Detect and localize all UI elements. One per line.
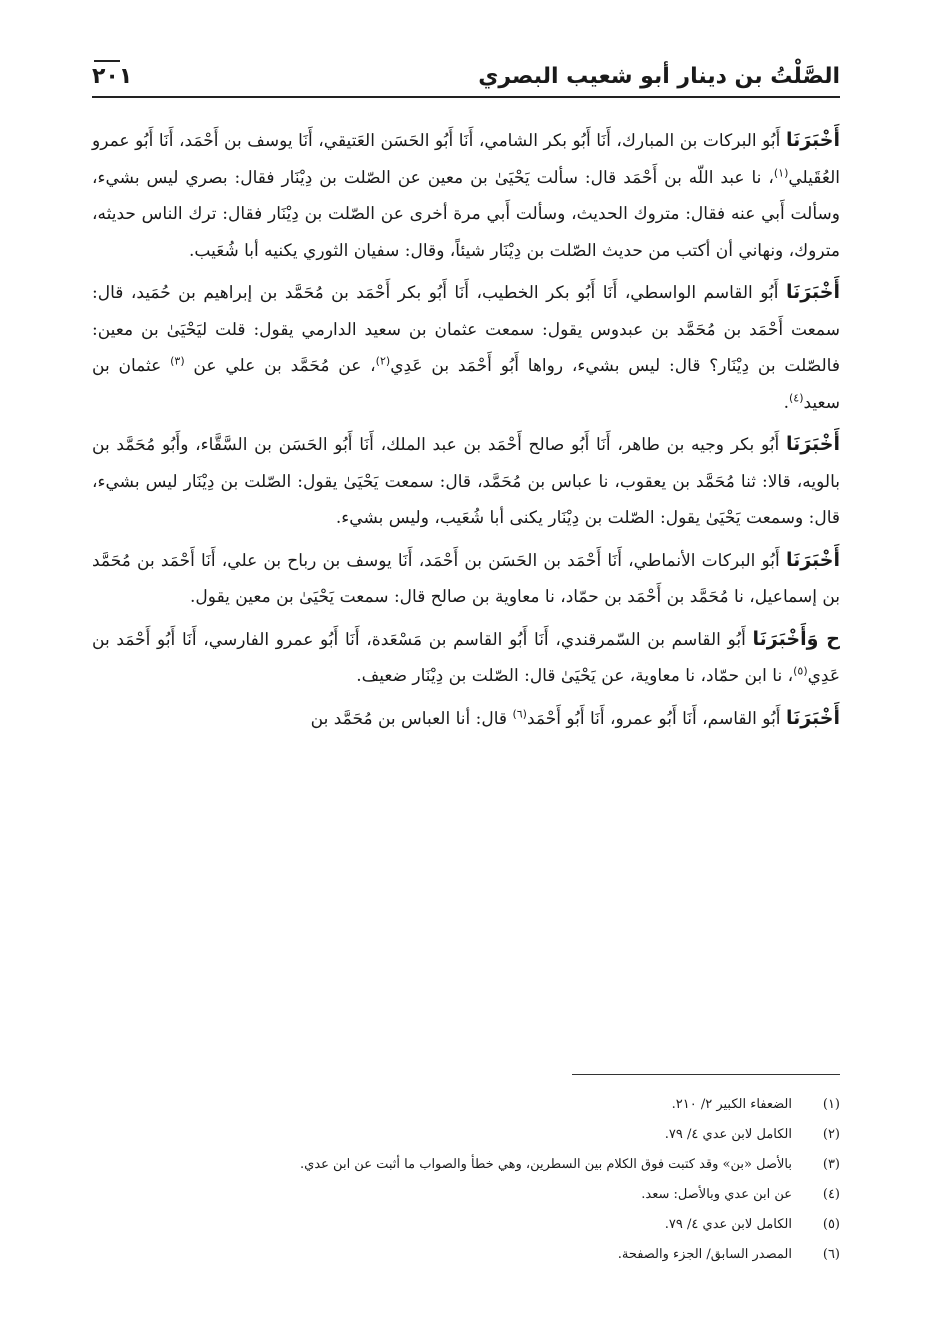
footnote-item: [92, 1180, 840, 1210]
footnote-text: الضعفاء الكبير ٢/ ٢١٠.: [671, 1097, 792, 1112]
header-rule: [92, 96, 840, 98]
footnotes: [92, 1090, 840, 1270]
paragraph-text: ، نا عبد اللّه بن أَحْمَد قال: سألت يَحْيَىٰ بن معين عن الصّلت بن دِيْنَار فقال: بصري ليس بشيء، وسألت أَبي عنه فقال: متروك الحديث، وسألت أَبي مرة أخرى عن الصّلت بن دِيْنَار فقال: ترك الناس حديثه، متروك، ونهاني أن أكتب من حديث الصّلت بن دِيْنَار شيئاً، وقال: سفيان الثوري يكنيه أبا شُعَيب.: [92, 167, 840, 261]
footnote-text: بالأصل «بن» وقد كتبت فوق الكلام بين السطرين، وهي خطأ والصواب ما أثبت عن ابن عدي.: [300, 1157, 792, 1172]
footnote-reference: (٤): [788, 390, 804, 404]
paragraph: [92, 700, 840, 738]
footnote-text: المصدر السابق/ الجزء والصفحة.: [617, 1247, 792, 1262]
paragraph-lead: ح وَأَخْبَرَنَا: [752, 627, 840, 650]
paragraph: [92, 426, 840, 537]
footnote-item: [92, 1090, 840, 1120]
paragraph-text: أَبُو القاسم، أَنَا أَبُو عمرو، أَنَا أَبُو أَحْمَد: [526, 708, 786, 729]
paragraph: [92, 621, 840, 695]
footnote-separator: [572, 1074, 840, 1075]
paragraph-lead: أَخْبَرَنَا: [785, 281, 840, 303]
paragraph-text: عثمان بن سعيد: [92, 356, 840, 413]
page-number: [92, 62, 132, 92]
footnote-reference: (٢): [375, 354, 391, 368]
footnote-item: [92, 1210, 840, 1240]
paragraph-text: ، عن مُحَمَّد بن علي عن: [184, 356, 376, 376]
footnote-number: (٤): [822, 1187, 840, 1202]
footnote-number: (٣): [822, 1157, 840, 1172]
paragraph: [92, 122, 840, 269]
running-head: [92, 58, 840, 98]
paragraph: [92, 542, 840, 616]
paragraph-text: أَبُو القاسم بن السّمرقندي، أَنَا أَبُو القاسم بن مَسْعَدة، أَنَا أَبُو عمرو الفارسي، أَنَا أَبُو أَحْمَد بن عَدِي: [92, 629, 840, 686]
paragraph: [92, 274, 840, 421]
paragraph-text: أَبُو القاسم الواسطي، أَنَا أَبُو بكر الخطيب، أَنَا أَبُو بكر أَحْمَد بن مُحَمَّد بن إبراهيم بن حُمَيد، قال: سمعت أَحْمَد بن مُحَمَّد بن عبدوس يقول: سمعت عثمان بن سعيد الدارمي يقول: قلت ليَحْيَىٰ بن معين: فالصّلت بن دِيْنَار؟ قال: ليس بشيء، رواها أَبُو أَحْمَد بن عَدِي: [92, 283, 840, 376]
footnote-number: (١): [822, 1097, 840, 1112]
paragraph-lead: أَخْبَرَنَا: [785, 706, 840, 729]
footnote-number: (٥): [822, 1217, 840, 1232]
paragraph-text: أَبُو البركات الأنماطي، أَنَا أَحْمَد بن الحَسَن بن أَحْمَد، أَنَا يوسف بن رباح بن علي، أَنَا أَحْمَد بن مُحَمَّد بن إسماعيل، نا مُحَمَّد بن أَحْمَد بن حمّاد، نا معاوية بن صالح قال: سمعت يَحْيَىٰ بن معين يقول.: [92, 550, 840, 607]
footnote-item: [92, 1120, 840, 1150]
paragraph-lead: أَخْبَرَنَا: [785, 129, 840, 151]
paragraph-lead: أَخْبَرَنَا: [785, 433, 840, 455]
footnote-text: عن ابن عدي وبالأصل: سعد.: [641, 1187, 792, 1202]
footnote-number: (٦): [822, 1247, 840, 1262]
paragraph-text: أَبُو بكر وجيه بن طاهر، أَنَا أَبُو صالح أَحْمَد بن عبد الملك، أَنَا أَبُو الحَسَن بن السَّقَّاء، وأَبُو مُحَمَّد بن بالويه، قالا: ثنا مُحَمَّد بن يعقوب، نا عباس بن مُحَمَّد، قال: سمعت يَحْيَىٰ يقول: الصّلت بن دِيْنَار ليس بشيء، قال: وسمعت يَحْيَىٰ يقول: الصّلت بن دِيْنَار يكنى أبا شُعَيب، وليس بشيء.: [92, 435, 840, 528]
footnote-reference: (٣): [170, 354, 185, 368]
footnote-text: الكامل لابن عدي ٤/ ٧٩.: [664, 1217, 792, 1232]
paragraph-lead: أَخْبَرَنَا: [785, 548, 840, 571]
footnote-text: الكامل لابن عدي ٤/ ٧٩.: [664, 1127, 792, 1142]
footnote-reference: (١): [773, 165, 789, 179]
footnote-reference: (٥): [793, 664, 808, 678]
page-number-text: ٢٠١: [92, 64, 133, 89]
footnote-number: (٢): [822, 1127, 840, 1142]
footnote-item: [92, 1150, 840, 1180]
page-number-mark: [94, 60, 120, 62]
paragraph-text: قال: أنا العباس بن مُحَمَّد بن: [310, 708, 513, 729]
paragraph-text: أَبُو البركات بن المبارك، أَنَا أَبُو بكر الشامي، أَنَا أَبُو الحَسَن العَتيقي، أَنَا يوسف بن أَحْمَد، أَنَا أَبُو عمرو العُقَيلي: [92, 131, 840, 188]
footnote-reference: (٦): [512, 706, 527, 720]
main-text: [92, 122, 840, 742]
footnote-item: [92, 1240, 840, 1270]
paragraph-text: .: [783, 392, 789, 413]
paragraph-text: ، نا ابن حمّاد، نا معاوية، عن يَحْيَىٰ قال: الصّلت بن دِيْنَار ضعيف.: [356, 666, 794, 686]
running-title: الصَّلْتُ بن دينار أبو شعيب البصري: [478, 64, 840, 89]
